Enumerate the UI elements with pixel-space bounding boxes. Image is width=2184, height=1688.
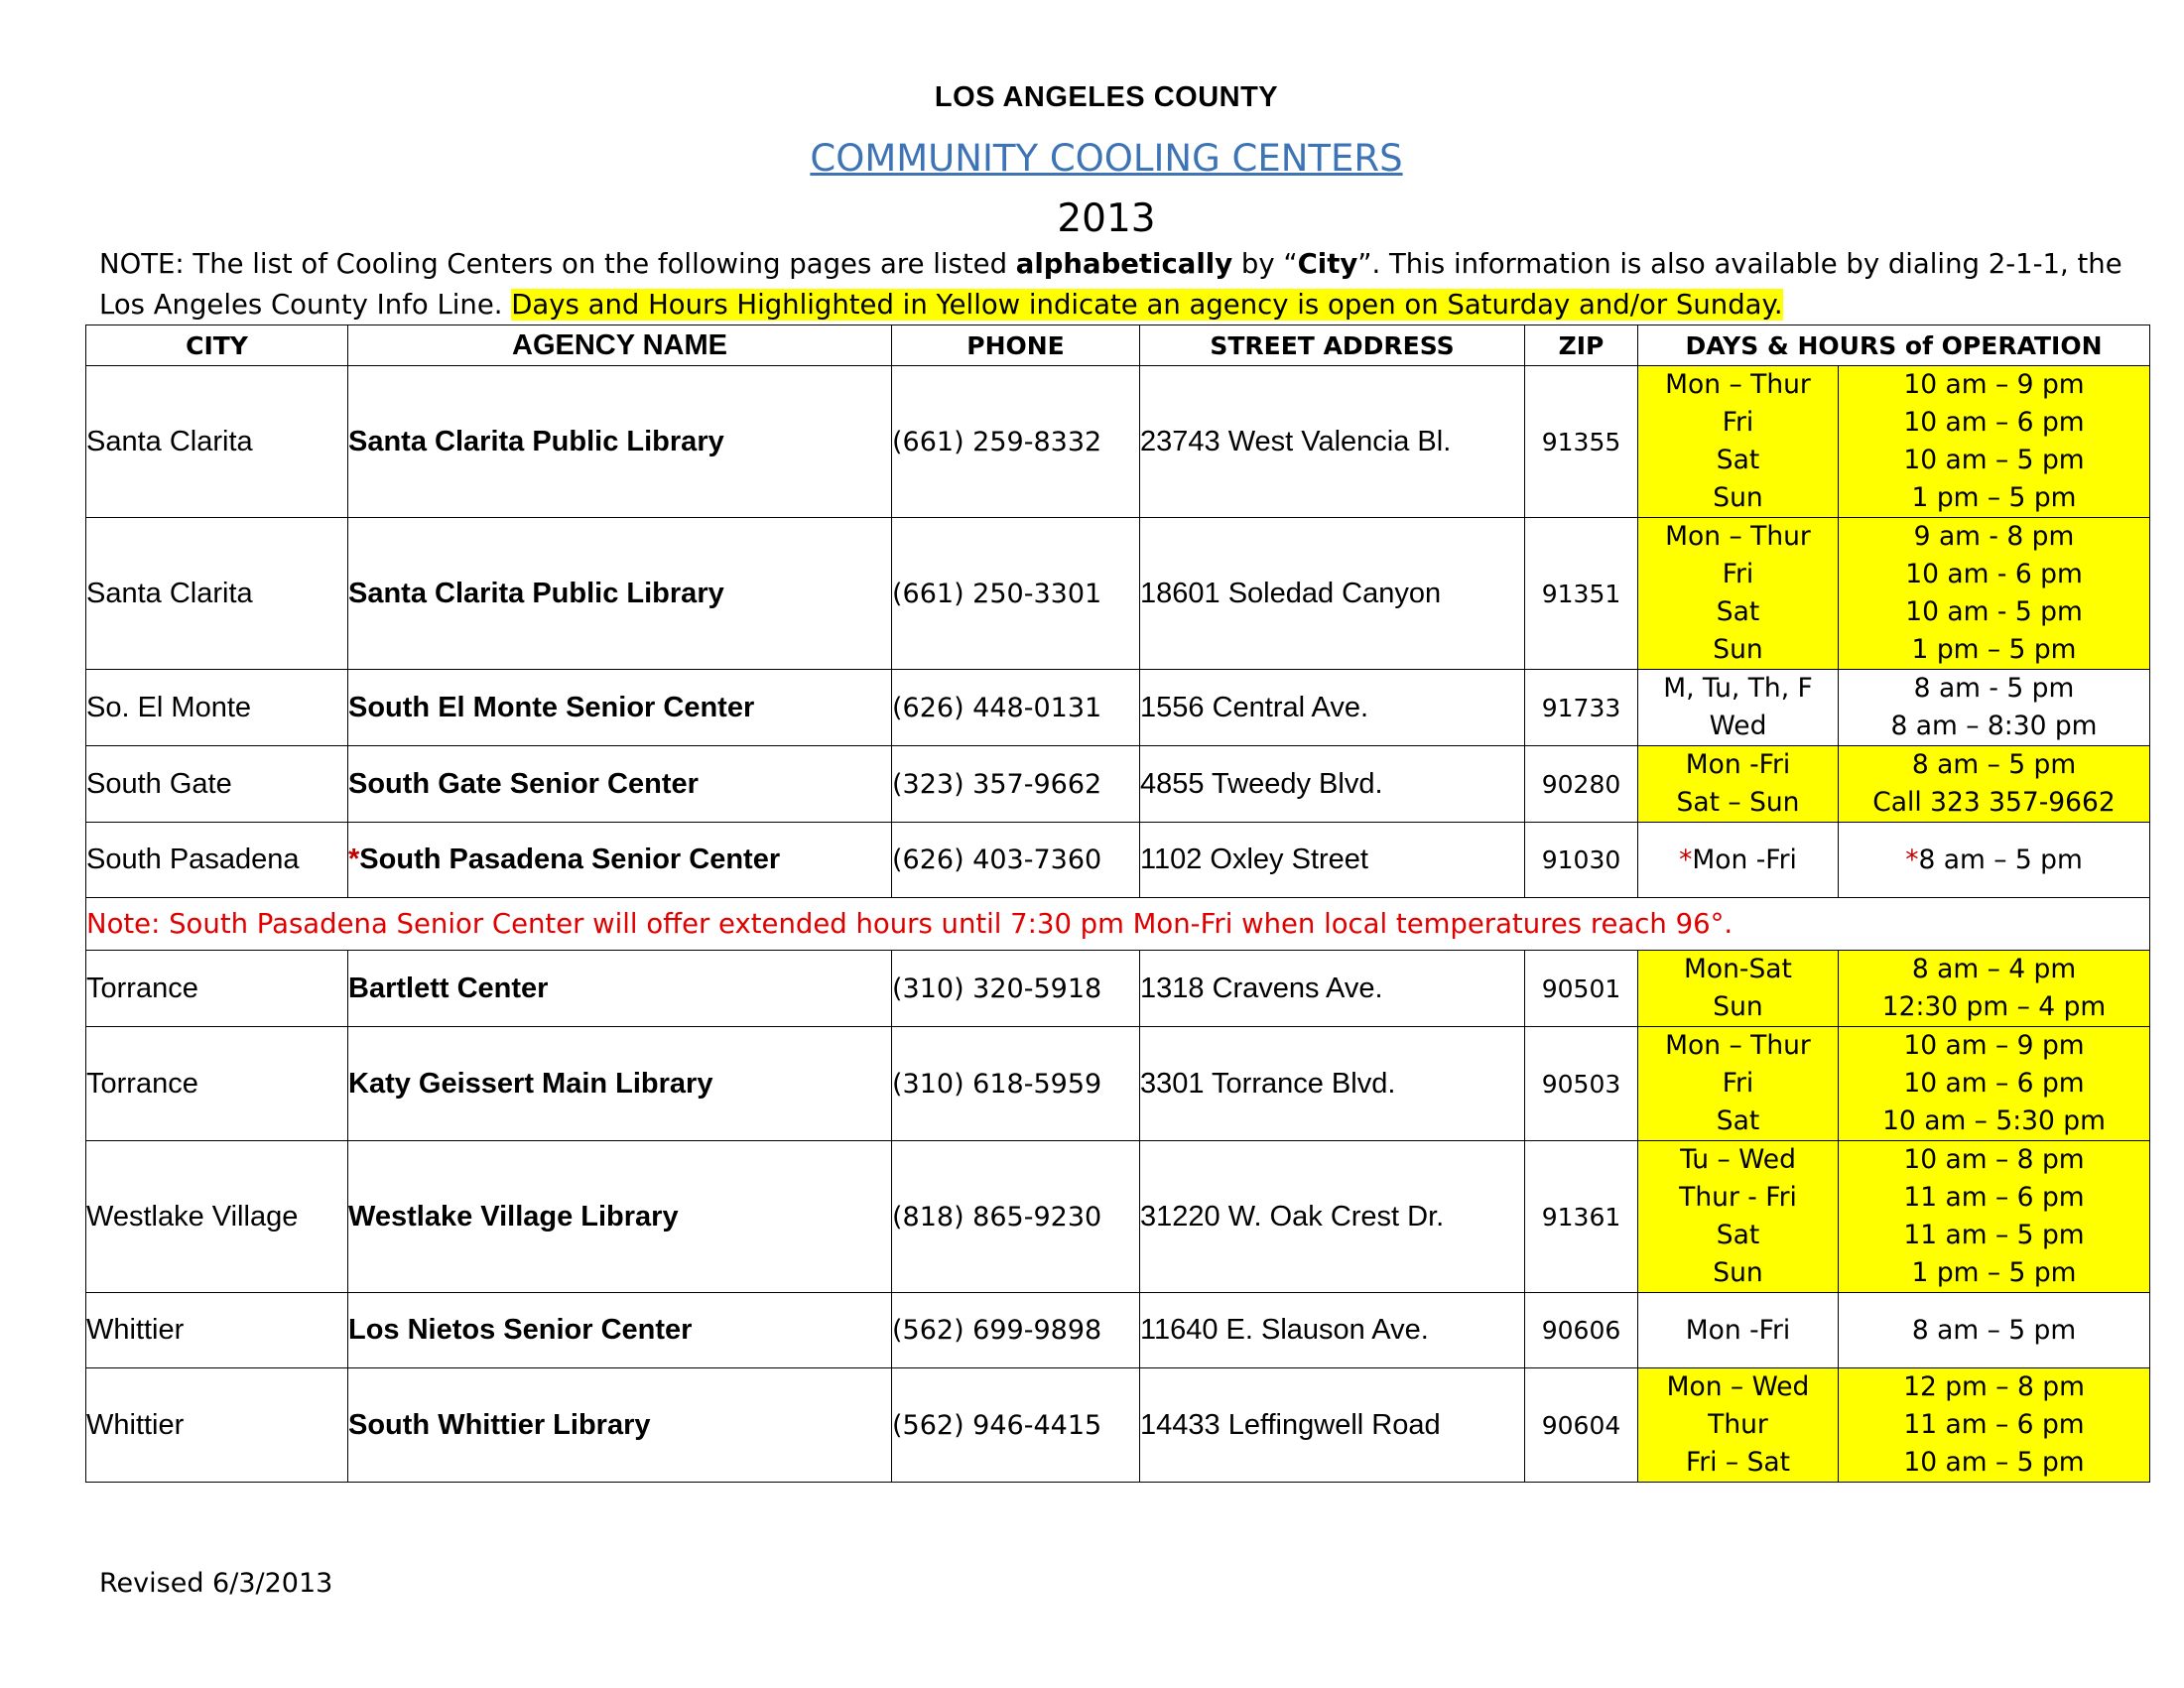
hours-cell-text: 10 am – 5 pm: [1903, 1447, 2085, 1478]
city-cell: So. El Monte: [86, 670, 348, 746]
hours-cell-text: 1 pm – 5 pm: [1911, 634, 2077, 665]
days-cell-line: [1638, 708, 1838, 745]
agency-name: Santa Clarita Public Library: [348, 425, 724, 457]
agency-cell: [348, 518, 892, 670]
hours-cell-line: [1839, 479, 2149, 517]
days-cell-text: Mon – Wed: [1666, 1371, 1810, 1402]
hours-cell-text: 10 am – 6 pm: [1903, 407, 2085, 438]
agency-cell: [348, 823, 892, 898]
days-cell-text: Fri: [1722, 407, 1754, 438]
days-cell-line: [1638, 1217, 1838, 1254]
hours-cell-line: [1839, 518, 2149, 556]
days-cell-line: [1638, 366, 1838, 404]
agency-name: Katy Geissert Main Library: [348, 1067, 713, 1100]
agency-name: South Whittier Library: [348, 1408, 651, 1441]
days-cell-text: Mon – Thur: [1665, 521, 1811, 552]
days-cell: [1638, 951, 1839, 1027]
table-body: [86, 366, 2150, 1483]
hours-cell: [1839, 746, 2150, 823]
hours-cell-line: [1839, 708, 2149, 745]
hours-cell-line: [1839, 1179, 2149, 1217]
agency-name: Los Nietos Senior Center: [348, 1314, 693, 1346]
days-cell-text: Fri: [1722, 559, 1754, 589]
phone-cell: (626) 448-0131: [892, 670, 1140, 746]
hours-cell-text: 10 am – 6 pm: [1903, 1068, 2085, 1099]
days-cell-text: Sat: [1716, 1105, 1760, 1136]
table-row: [86, 746, 2150, 823]
hours-cell-line: [1839, 593, 2149, 631]
hours-cell: [1839, 1141, 2150, 1293]
street-address-cell: 1556 Central Ave.: [1140, 670, 1525, 746]
hours-cell-text: 8 am – 8:30 pm: [1890, 711, 2098, 741]
days-cell: [1638, 746, 1839, 823]
zip-cell: 90606: [1525, 1293, 1638, 1368]
hours-cell-line: [1839, 1217, 2149, 1254]
hours-cell-line: [1839, 442, 2149, 479]
zip-cell: 91351: [1525, 518, 1638, 670]
days-cell-text: Sun: [1713, 634, 1763, 665]
days-cell: [1638, 1141, 1839, 1293]
days-cell-line: [1638, 518, 1838, 556]
phone-cell: (661) 250-3301: [892, 518, 1140, 670]
hours-cell-text: 8 am – 5 pm: [1911, 749, 2077, 780]
hours-cell-text: 10 am – 9 pm: [1903, 1030, 2085, 1061]
days-cell: [1638, 670, 1839, 746]
table-row: [86, 1368, 2150, 1483]
agency-name: Westlake Village Library: [348, 1200, 679, 1233]
zip-cell: 90501: [1525, 951, 1638, 1027]
street-address-cell: 11640 E. Slauson Ave.: [1140, 1293, 1525, 1368]
agency-name: Bartlett Center: [348, 972, 549, 1004]
zip-cell: 90280: [1525, 746, 1638, 823]
document-title: COMMUNITY COOLING CENTERS: [810, 137, 1403, 180]
zip-cell: 90604: [1525, 1368, 1638, 1483]
phone-cell: (818) 865-9230: [892, 1141, 1140, 1293]
days-cell-text: Fri: [1722, 1068, 1754, 1099]
agency-name: South El Monte Senior Center: [348, 691, 755, 723]
days-cell-text: Sun: [1713, 482, 1763, 513]
table-row: [86, 518, 2150, 670]
street-address-cell: 4855 Tweedy Blvd.: [1140, 746, 1525, 823]
note-suffix: ”. This information is also available by dialing 2-1-1, the Los Angeles County Info Line.: [99, 248, 2122, 321]
table-row: [86, 1141, 2150, 1293]
zip-cell: 91030: [1525, 823, 1638, 898]
days-cell-line: [1638, 593, 1838, 631]
county-heading: LOS ANGELES COUNTY: [934, 81, 1279, 113]
days-cell-text: Mon – Thur: [1665, 1030, 1811, 1061]
hours-cell-text: 10 am – 9 pm: [1903, 369, 2085, 400]
zip-cell: 91733: [1525, 670, 1638, 746]
hours-cell-text: 11 am – 6 pm: [1903, 1409, 2085, 1440]
asterisk-mark: *: [1905, 844, 1919, 875]
street-address-cell: 14433 Leffingwell Road: [1140, 1368, 1525, 1483]
agency-name: South Pasadena Senior Center: [359, 844, 781, 875]
asterisk-mark: *: [348, 844, 360, 875]
phone-cell: (323) 357-9662: [892, 746, 1140, 823]
hours-cell-line: [1839, 670, 2149, 708]
note-bold-alphabetically: alphabetically: [1015, 248, 1233, 280]
city-cell: Santa Clarita: [86, 366, 348, 518]
days-cell-line: [1638, 556, 1838, 593]
phone-cell: (626) 403-7360: [892, 823, 1140, 898]
days-cell-text: Sat: [1716, 445, 1760, 475]
hours-cell-line: [1839, 784, 2149, 822]
hours-cell-line: [1839, 988, 2149, 1026]
hours-cell-text: 10 am - 6 pm: [1905, 559, 2083, 589]
note-paragraph: [99, 244, 2163, 325]
hours-cell-line: [1839, 556, 2149, 593]
hours-cell-line: [1839, 1027, 2149, 1065]
agency-name: South Gate Senior Center: [348, 767, 699, 800]
header-agency-name: AGENCY NAME: [348, 325, 892, 366]
hours-cell-text: 10 am – 5 pm: [1903, 445, 2085, 475]
agency-cell: [348, 746, 892, 823]
hours-cell-line: [1839, 1406, 2149, 1444]
days-cell-text: Mon -Fri: [1685, 1314, 1791, 1346]
phone-cell: (562) 699-9898: [892, 1293, 1140, 1368]
hours-cell-line: [1839, 1103, 2149, 1140]
days-cell-line: [1638, 1406, 1838, 1444]
street-address-cell: 18601 Soledad Canyon: [1140, 518, 1525, 670]
agency-cell: [348, 366, 892, 518]
days-cell-line: [1638, 746, 1838, 784]
days-cell-text: Thur: [1708, 1409, 1768, 1440]
hours-cell-line: [1839, 1141, 2149, 1179]
hours-cell: [1839, 518, 2150, 670]
days-cell-text: Sat: [1716, 596, 1760, 627]
days-cell-text: Sat: [1716, 1220, 1760, 1250]
street-address-cell: 1318 Cravens Ave.: [1140, 951, 1525, 1027]
days-cell-text: Sun: [1713, 991, 1763, 1022]
agency-cell: [348, 1293, 892, 1368]
days-cell: [1638, 518, 1839, 670]
hours-cell-text: 12:30 pm – 4 pm: [1881, 991, 2107, 1022]
days-cell-text: M, Tu, Th, F: [1663, 673, 1813, 704]
hours-cell-text: 10 am – 5:30 pm: [1882, 1105, 2106, 1136]
header-phone: PHONE: [892, 325, 1140, 366]
days-cell-line: [1638, 1179, 1838, 1217]
days-cell-line: [1638, 1141, 1838, 1179]
days-cell: [1638, 823, 1839, 898]
city-cell: Westlake Village: [86, 1141, 348, 1293]
hours-cell-text: 11 am – 5 pm: [1903, 1220, 2085, 1250]
note-mid: by “: [1232, 248, 1298, 280]
hours-cell-line: [1839, 1065, 2149, 1103]
pasadena-note-row: [86, 898, 2150, 951]
days-cell-line: [1638, 1312, 1838, 1350]
header-days-hours: DAYS & HOURS of OPERATION: [1638, 325, 2150, 366]
table-row: [86, 670, 2150, 746]
pasadena-note: Note: South Pasadena Senior Center will offer extended hours until 7:30 pm Mon-Fri when local temperatures reach 96°.: [86, 898, 2150, 951]
days-cell-text: Wed: [1709, 711, 1767, 741]
days-cell-line: [1638, 442, 1838, 479]
table-row: [86, 1293, 2150, 1368]
cooling-centers-table: [85, 325, 2150, 1483]
city-cell: Torrance: [86, 951, 348, 1027]
days-cell-line: [1638, 951, 1838, 988]
note-bold-city: City: [1297, 248, 1358, 280]
hours-cell-text: 8 am – 5 pm: [1918, 844, 2083, 875]
agency-cell: [348, 1141, 892, 1293]
note-highlight: Days and Hours Highlighted in Yellow indicate an agency is open on Saturday and/or Sunday.: [511, 289, 1783, 321]
city-cell: South Gate: [86, 746, 348, 823]
hours-cell-line: [1839, 1368, 2149, 1406]
days-cell-text: Thur - Fri: [1679, 1182, 1797, 1213]
hours-cell: [1839, 951, 2150, 1027]
hours-cell: [1839, 1027, 2150, 1141]
days-cell-text: Mon – Thur: [1665, 369, 1811, 400]
hours-cell-text: 1 pm – 5 pm: [1911, 482, 2077, 513]
hours-cell-line: [1839, 404, 2149, 442]
hours-cell-line: [1839, 631, 2149, 669]
hours-cell: [1839, 366, 2150, 518]
days-cell-line: [1638, 1103, 1838, 1140]
hours-cell: [1839, 1368, 2150, 1483]
agency-cell: [348, 1027, 892, 1141]
phone-cell: (310) 618-5959: [892, 1027, 1140, 1141]
city-cell: South Pasadena: [86, 823, 348, 898]
days-cell-text: Mon-Sat: [1684, 954, 1792, 984]
zip-cell: 90503: [1525, 1027, 1638, 1141]
phone-cell: (310) 320-5918: [892, 951, 1140, 1027]
city-cell: Whittier: [86, 1368, 348, 1483]
street-address-cell: 31220 W. Oak Crest Dr.: [1140, 1141, 1525, 1293]
table-row: [86, 1027, 2150, 1141]
header-zip: ZIP: [1525, 325, 1638, 366]
city-cell: Santa Clarita: [86, 518, 348, 670]
hours-cell-text: 11 am – 6 pm: [1903, 1182, 2085, 1213]
days-cell-line: [1638, 1027, 1838, 1065]
table-row: [86, 366, 2150, 518]
days-cell-text: Sat – Sun: [1676, 787, 1800, 818]
agency-cell: [348, 670, 892, 746]
hours-cell-text: 12 pm – 8 pm: [1903, 1371, 2085, 1402]
days-cell-text: Fri – Sat: [1685, 1447, 1791, 1478]
revised-date: Revised 6/3/2013: [99, 1568, 333, 1599]
hours-cell-text: 8 am - 5 pm: [1913, 673, 2075, 704]
phone-cell: (661) 259-8332: [892, 366, 1140, 518]
hours-cell-line: [1839, 1444, 2149, 1482]
days-cell-text: Tu – Wed: [1680, 1144, 1796, 1175]
hours-cell: [1839, 670, 2150, 746]
year-heading: 2013: [1057, 196, 1156, 241]
agency-cell: [348, 1368, 892, 1483]
asterisk-mark: *: [1679, 844, 1693, 875]
days-cell-line: [1638, 670, 1838, 708]
header-street-address: STREET ADDRESS: [1140, 325, 1525, 366]
header-city: CITY: [86, 325, 348, 366]
table-header-row: [86, 325, 2150, 366]
days-cell: [1638, 1293, 1839, 1368]
table-row: [86, 951, 2150, 1027]
zip-cell: 91355: [1525, 366, 1638, 518]
days-cell-text: Mon -Fri: [1692, 844, 1797, 875]
zip-cell: 91361: [1525, 1141, 1638, 1293]
hours-cell-text: Call 323 357-9662: [1872, 787, 2116, 818]
days-cell-line: [1638, 842, 1838, 879]
hours-cell-text: 8 am – 4 pm: [1911, 954, 2077, 984]
city-cell: Whittier: [86, 1293, 348, 1368]
days-cell-line: [1638, 784, 1838, 822]
phone-cell: (562) 946-4415: [892, 1368, 1140, 1483]
days-cell-line: [1638, 988, 1838, 1026]
street-address-cell: 1102 Oxley Street: [1140, 823, 1525, 898]
days-cell-text: Mon -Fri: [1685, 749, 1791, 780]
hours-cell-text: 8 am – 5 pm: [1911, 1314, 2077, 1346]
city-cell: Torrance: [86, 1027, 348, 1141]
days-cell: [1638, 1368, 1839, 1483]
hours-cell-text: 10 am - 5 pm: [1905, 596, 2083, 627]
days-cell: [1638, 1027, 1839, 1141]
days-cell-line: [1638, 631, 1838, 669]
hours-cell-line: [1839, 951, 2149, 988]
days-cell-line: [1638, 1065, 1838, 1103]
hours-cell-line: [1839, 366, 2149, 404]
days-cell-line: [1638, 1368, 1838, 1406]
hours-cell-line: [1839, 746, 2149, 784]
hours-cell-line: [1839, 842, 2149, 879]
days-cell-line: [1638, 404, 1838, 442]
agency-name: Santa Clarita Public Library: [348, 577, 724, 609]
hours-cell-text: 9 am - 8 pm: [1913, 521, 2075, 552]
hours-cell: [1839, 823, 2150, 898]
street-address-cell: 23743 West Valencia Bl.: [1140, 366, 1525, 518]
hours-cell: [1839, 1293, 2150, 1368]
note-prefix: NOTE: The list of Cooling Centers on the following pages are listed: [99, 248, 1016, 280]
days-cell-text: Sun: [1713, 1257, 1763, 1288]
hours-cell-line: [1839, 1312, 2149, 1350]
agency-cell: [348, 951, 892, 1027]
hours-cell-text: 1 pm – 5 pm: [1911, 1257, 2077, 1288]
street-address-cell: 3301 Torrance Blvd.: [1140, 1027, 1525, 1141]
hours-cell-line: [1839, 1254, 2149, 1292]
hours-cell-text: 10 am – 8 pm: [1903, 1144, 2085, 1175]
table-row: [86, 823, 2150, 898]
days-cell-line: [1638, 479, 1838, 517]
days-cell-line: [1638, 1444, 1838, 1482]
days-cell-line: [1638, 1254, 1838, 1292]
days-cell: [1638, 366, 1839, 518]
